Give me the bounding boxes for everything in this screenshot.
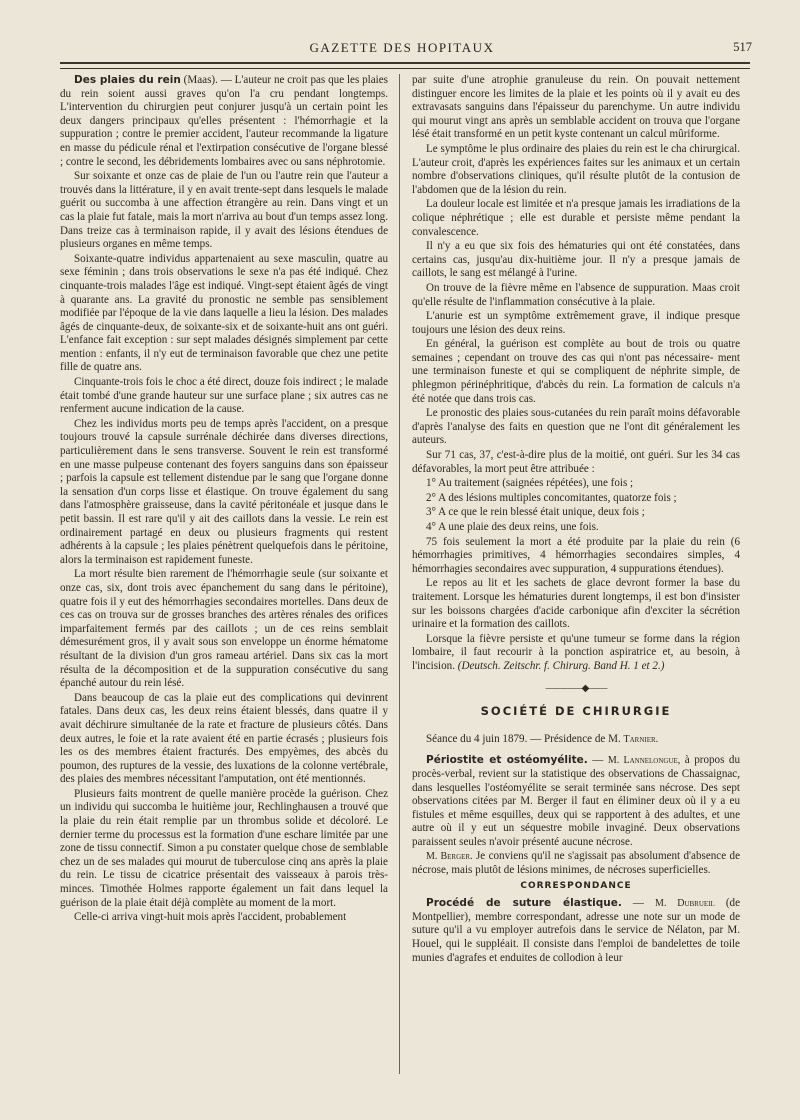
left-column — [60, 74, 388, 926]
speaker-name: M. Dubrueil — [655, 898, 715, 910]
paragraph-text: Le pronostic des plaies sous-cutanées du rein paraît moins défavorable d'après l'analyse des faits en question que ne l'ont dit généralement les auteurs. — [412, 407, 740, 447]
paragraph — [412, 536, 740, 577]
paragraph-text: En général, la guérison est complète au bout de trois ou quatre semaines ; cependant on trouve des cas qui n'ont pas nécessaire- ment une terminaison funeste et qui se compliquent de néphrite simple, de phlegmon périnéphritique, d'abcès du rein. La formation de calculs n'a été notée que dans trois cas. — [412, 338, 740, 405]
president-name: Tarnier. — [623, 733, 659, 745]
paragraph — [412, 521, 740, 535]
paragraph-heading: Des plaies du rein — [74, 74, 181, 86]
paragraph — [412, 310, 740, 337]
paragraph-text: 1° Au traitement (saignées répétées), une fois ; — [426, 477, 634, 490]
paragraph-text: Cinquante-trois fois le choc a été direct, douze fois indirect ; le malade était tombé d'une grande hauteur sur une surface plane ; six autres cas ne renferment aucune indication de la cause. — [60, 376, 388, 416]
paragraph-heading: Procédé de suture élastique. — [426, 897, 622, 910]
paragraph — [412, 143, 740, 197]
section-title: SOCIÉTÉ DE CHIRURGIE — [480, 704, 672, 719]
paragraph-text: 4° A une plaie des deux reins, une fois. — [426, 521, 599, 533]
paragraph — [412, 338, 740, 406]
header-rule — [60, 62, 750, 69]
page-header — [52, 40, 752, 60]
paragraph-text: (Maas). — L'auteur ne croit pas que les plaies du rein soient aussi graves qu'on l'a cru pendant longtemps. L'intervention du chirurgien peut conjurer jusqu'à un certain point les deux dangers principaux qu'elles présentent : l'hémorrhagie et la suppuration ; contre le premier accident, l'auteur recommande la ligature en masse du pédicule rénal et l'extirpation consécutive de l'organe blessé ; contre le second, les débridements lombaires avec ou sans néphrotomie. — [60, 74, 389, 168]
paragraph — [60, 418, 388, 568]
paragraph — [412, 492, 740, 506]
paragraph — [60, 568, 388, 690]
paragraph — [60, 376, 388, 417]
paragraph-text: Plusieurs faits montrent de quelle manière procède la guérison. Chez un individu qui succomba le huitième jour, Rechlinghausen a trouvé que la plaie du rein était remplie par un thrombus solide et décoloré. Le dernier terme du processus est la formation d'une eschare limitée par une zone de tissu connectif. Simon a pu constater quelque chose de semblable chez un de ses malades qui mourut de tuberculose cinq ans après la plaie du rein. Le tissu de cicatrice présentait des vaisseaux à parois très-minces. Timothée Holmes rapporte également un fait dans lequel la guérison de la plaie était déjà complète au moment de la mort. — [60, 787, 388, 909]
paragraph-text: Sur 71 cas, 37, c'est-à-dire plus de la moitié, ont guéri. Sur les 34 cas défavorables, la mort peut être attribuée : — [412, 449, 740, 475]
section-ornament: ————◆—— — [545, 682, 607, 694]
discussion-block — [412, 754, 740, 877]
paragraph-text: La douleur locale est limitée et n'a presque jamais les irradiations de la colique néphrétique ; elle est durable et persiste même pendant la convalescence. — [412, 198, 740, 238]
speaker-name: M. Berger. — [426, 851, 473, 863]
paragraph-heading: Périostite et ostéomyélite. — [426, 754, 588, 767]
paragraph-text: Je conviens qu'il ne s'agissait pas absolument d'absence de nécrose, mais plutôt de lésions minimes, de nécroses superficielles. — [412, 850, 740, 877]
paragraph — [412, 240, 740, 281]
paragraph: Périostite et ostéomyélite. — M. Lannelongue, à propos du procès-verbal, revient sur la statistique des observations de Chassaignac, dans lesquelles l'ostéomyélite se serait terminée sans nécrose. Des sept observations citées par M. Berger il faut en éliminer deux où il y a eu fistules et même esquilles, deux qui se rapportent à des adultes, et une autre où il y eut un séquestre mobile invaginé. Deux observations paraissent seules n'avoir présenté aucune nécrose. — [412, 754, 740, 848]
article-continuation — [412, 74, 740, 674]
paragraph — [412, 577, 740, 631]
paragraph — [60, 170, 388, 252]
paragraph — [412, 198, 740, 239]
paragraph — [60, 911, 388, 925]
speaker-name: M. Lannelongue, — [607, 755, 681, 767]
paragraph-text: La mort résulte bien rarement de l'hémorrhagie seule (sur soixante et onze cas, six, dont trois avec épanchement du sang dans le péritoine), quatre fois il y eut des hémorrhagies secondaires mortelles. Dans deux de ces cas on trouva sur de grosses branches des artères rénales des orifices imparfaitement fermés par des caillots ; un de ces reins semblait démesurément gros, il y avait sous son enveloppe un énorme hématome résultant de la division d'un gros rameau artériel. Dans six cas la mort résulta de la décomposition et de la suppuration consécutive du sang épanché autour du rein lésé. — [60, 568, 388, 690]
session-line: Séance du 4 juin 1879. — Présidence de M. Tarnier. — [426, 732, 659, 745]
right-column — [412, 74, 740, 966]
paragraph — [60, 253, 388, 375]
paragraph-text: 75 fois seulement la mort a été produite par la plaie du rein (6 hémorrhagies primitives, 4 hémorrhagies secondaires simples, 4 hémorrhagies secondaires avec suppuration, 4 suppurations étendues). — [412, 535, 740, 575]
paragraph-text: Soixante-quatre individus appartenaient au sexe masculin, quatre au sexe féminin ; dans trois observations le sexe n'a pas été indiqué. Chez cinquante-trois malades l'âge est indiqué. Vingt-sept étaient âgés de vingt à quarante ans. La gravité du pronostic ne semble pas sensiblement modifiée par l'époque de la vie dans laquelle a lieu la lésion. Des malades âgés de cinquante-deux, de soixante-six et de soixante-huit ans ont guéri. L'enfance fait exception : sur sept malades désignés simplement par cette mention : enfants, il n'y eut de terminaison favorable que chez une petite fille de quatre ans. — [60, 252, 388, 374]
paragraph — [412, 506, 740, 520]
paragraph — [412, 633, 740, 674]
paragraph — [412, 407, 740, 448]
paragraph — [60, 74, 388, 169]
paragraph — [60, 692, 388, 787]
paragraph — [412, 282, 740, 309]
paragraph-text: L'anurie est un symptôme extrêmement grave, il indique presque toujours une lésion des deux reins. — [412, 310, 740, 336]
paragraph-text: 3° A ce que le rein blessé était unique, deux fois ; — [426, 506, 645, 519]
citation: (Deutsch. Zeitschr. f. Chirurg. Band H. 1 et 2.) — [457, 659, 665, 672]
paragraph-text: à propos du procès-verbal, revient sur la statistique des observations de Chassaignac, dans lesquelles l'ostéomyélite se serait terminée sans nécrose. Des sept observations citées par M. Berger il faut en éliminer deux où il y a eu fistules et même esquilles, deux qui se rapportent à des adultes, et une autre où il y eut un séquestre mobile invaginé. Deux observations paraissent seules n'avoir présenté aucune nécrose. — [412, 754, 740, 848]
paragraph — [412, 74, 740, 142]
paragraph-text: Lorsque la fièvre persiste et qu'une tumeur se forme dans la région lombaire, il faut recourir à la ponction aspiratrice et, au besoin, à l'incision. — [412, 632, 740, 672]
correspondance-block — [412, 897, 740, 965]
column-divider — [399, 74, 400, 1074]
correspondance-heading: CORRESPONDANCE — [520, 880, 632, 891]
paragraph-text: Dans beaucoup de cas la plaie eut des complications qui devinrent fatales. Dans deux cas, les deux reins étaient blessés, dans quatre il y avait déchirure simultanée de la rate et fracture de plusieurs côtés. Dans deux autres, le foie et la rate avaient été en partie écrasés ; plusieurs fois les os des membres étaient fracturés. Des empyèmes, des abcès du poumon, des ruptures de la vessie, des luxations de la colonne vertébrale, des plaies des membres nécessitant l'amputation, ont été mentionnés. — [60, 691, 388, 786]
paragraph-text: Sur soixante et onze cas de plaie de l'un ou l'autre rein que l'auteur a trouvés dans la littérature, il y en avait trente-sept dans lesquels le malade guérit ou succomba à une affection étrangère au rein. Dans vingt et un cas la plaie fut fatale, mais la mort n'arriva au bout d'un temps assez long. Dans treize cas à terminaison rapide, il y avait des lésions étendues de plusieurs organes en même temps. — [60, 170, 388, 251]
paragraph — [412, 449, 740, 476]
paragraph-text: (de Montpellier), membre correspondant, adresse une note sur un mode de suture qu'il a vu employer autrefois dans le service de Nélaton, par M. Houel, qui le suppléait. Il consiste dans l'emploi de bandelettes de toile munies d'agrafes et enduites de collodion à leur — [412, 897, 741, 964]
paragraph: Procédé de suture élastique. — M. Dubrueil (de Montpellier), membre correspondant, adresse une note sur un mode de suture qu'il a vu employer autrefois dans le service de Nélaton, par M. Houel, qui le suppléait. Il consiste dans l'emploi de bandelettes de toile munies d'agrafes et enduites de collodion à leur — [412, 897, 741, 964]
paragraph — [60, 788, 388, 910]
paragraph — [412, 477, 740, 491]
paragraph-text: 2° A des lésions multiples concomitantes, quatorze fois ; — [426, 491, 677, 504]
page-number: 517 — [733, 40, 752, 54]
journal-title: GAZETTE DES HOPITAUX — [309, 40, 495, 55]
paragraph-text: Celle-ci arriva vingt-huit mois après l'accident, probablement — [74, 911, 347, 924]
paragraph-text: On trouve de la fièvre même en l'absence de suppuration. Maas croit qu'elle résulte de l'inflammation consécutive à la plaie. — [412, 281, 740, 308]
paragraph-text: Le repos au lit et les sachets de glace devront former la base du traitement. Lorsque les hématuries durent longtemps, il est bon d'insister sur les boissons chargées d'acide carbonique afin d'exciter la sécrétion urinaire et la formation des caillots. — [412, 577, 740, 631]
paragraph-text: Chez les individus morts peu de temps après l'accident, on a presque toujours trouvé la capsule surrénale déchirée dans diverses directions, particulièrement dans le sens transverse. Souvent le rein est transformé en une masse pulpeuse contenant des foyers sanguins dans son épaisseur ; parfois la capsule est tellement distendue par le sang que l'organe donne la sensation d'un corps lisse et élastique. On trouve également du sang dans l'atmosphère graisseuse, dans la cavité péritonéale et jusque dans le petit bassin. Il est rare qu'il y ait des caillots dans la vessie. Le rein est ordinairement partagé en deux ou plusieurs fragments qui restent adhérents à la capsule ; les plaies pénètrent quelquefois dans le péritoine, alors la terminaison est rapidement funeste. — [60, 417, 388, 566]
paragraph-text: Il n'y a eu que six fois des hématuries qui ont été constatées, dans certains cas, jusqu'au dix-huitième jour. Il n'y a presque jamais de caillots, le sang est mélangé à l'urine. — [412, 240, 740, 280]
paragraph-text: par suite d'une atrophie granuleuse du rein. On pouvait nettement distinguer encore les limites de la plaie et les points où il y avait eu des extravasats sanguins dans l'épaisseur du parenchyme. Un autre individu qui mourut vingt ans après un semblable accident on trouva que l'organe lésé était transformé en un petit kyste contenant un calcul mûriforme. — [412, 74, 740, 141]
paragraph-text: Le symptôme le plus ordinaire des plaies du rein est le cha chirurgical. L'auteur croit, d'après les expériences faites sur les animaux et un certain nombre d'observations cliniques, qu'il résulte plutôt de la contusion de l'abdomen que de la lésion du rein. — [412, 142, 740, 196]
paragraph — [412, 850, 740, 877]
